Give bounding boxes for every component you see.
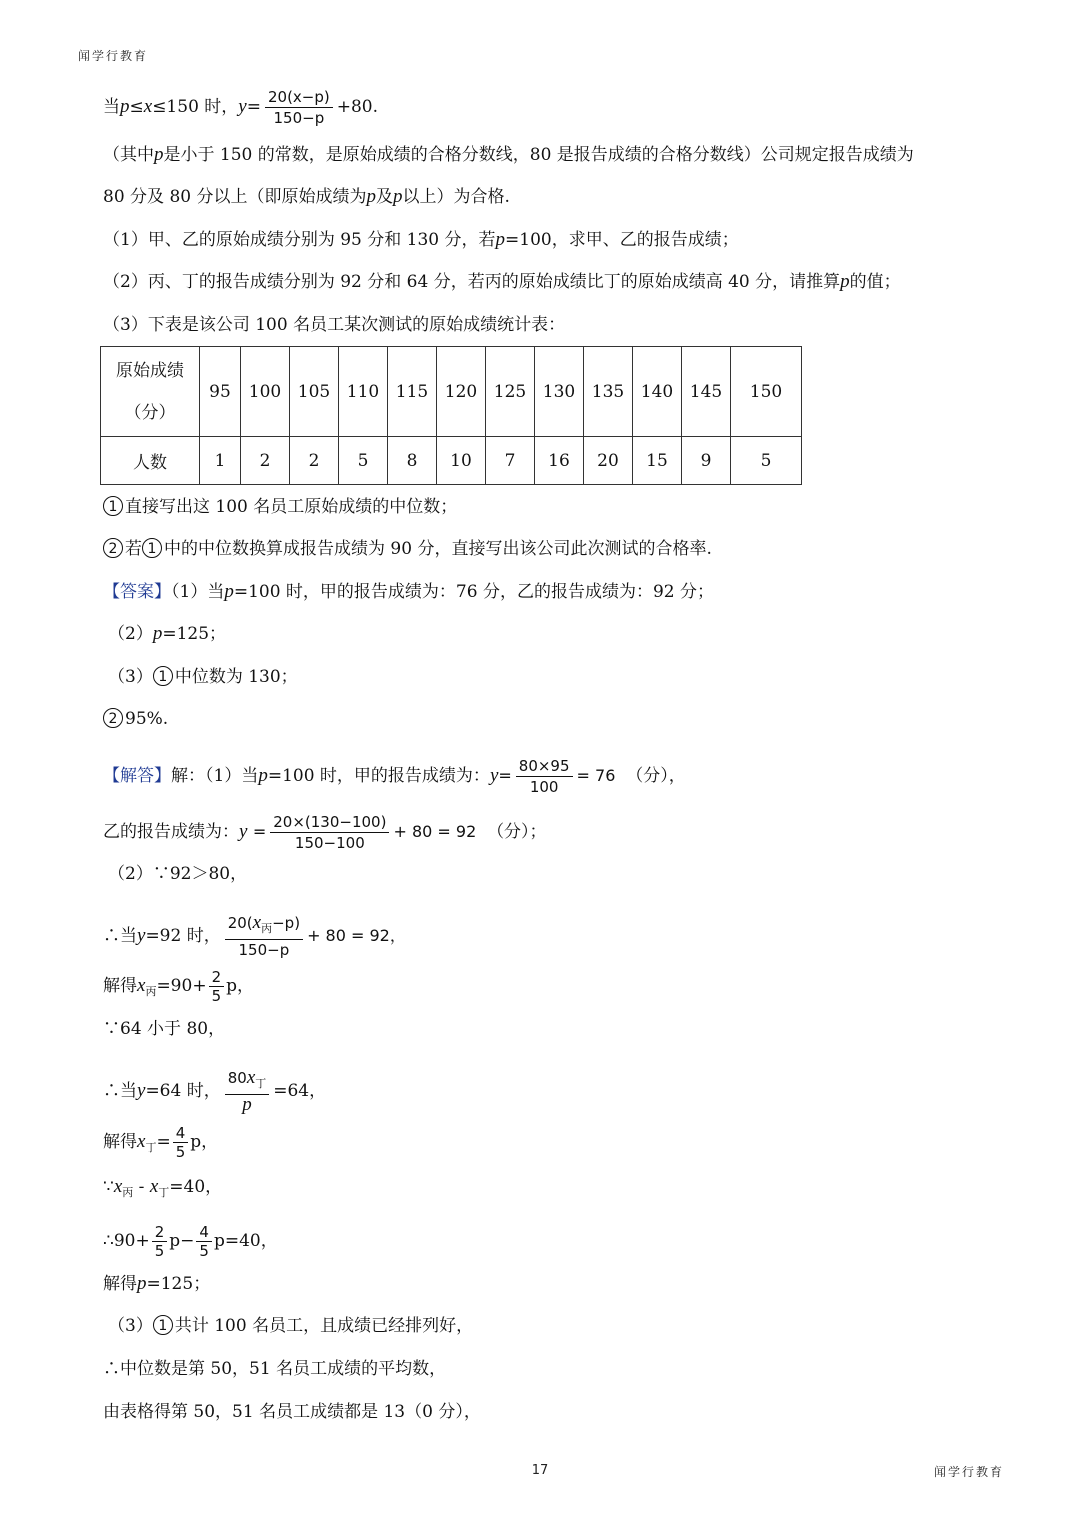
solution-tag: 【解答】 [103,766,171,786]
count-cell: 8 [388,437,437,485]
answer-tag: 【答案】 [103,582,171,602]
score-cell: 95 [200,347,241,437]
table-header-cell: 原始成绩 （分） [101,347,200,437]
circled-one: 1 [142,538,162,558]
question-3: （3）下表是该公司 100 名员工某次测试的原始成绩统计表： [103,315,566,335]
count-cell: 2 [241,437,290,485]
circled-one: 1 [103,496,123,516]
count-cell: 10 [437,437,486,485]
fraction: $\frac{80\times 95}{100}$ [516,757,573,796]
solution-line-6: ∵64 小于 80， [103,1019,226,1039]
fraction: $\frac{20(x-p)}{150-p}$ [265,88,333,127]
table-row-counts [101,437,802,485]
count-cell: 5 [339,437,388,485]
solution-line-2: 乙的报告成绩为：y = $\frac{20\times(130-100)}{150-100}$ + 80 = 92 （分）； [103,813,547,852]
score-cell: 110 [339,347,388,437]
solution-line-10: ∴90+ $\frac{2}{5}$ p− $\frac{4}{5}$ p=40， [103,1223,278,1260]
solution-line-12: （3） 1 共计 100 名员工，且成绩已经排列好， [108,1316,474,1336]
score-cell: 105 [290,347,339,437]
fraction: $\frac{20(x_丙-p)}{150-p}$ [225,914,303,959]
solution-line-8: 解得$x_丁=$ $\frac{4}{5}$ p， [103,1124,219,1161]
score-cell: 115 [388,347,437,437]
score-cell: 130 [535,347,584,437]
score-cell: 125 [486,347,535,437]
score-cell: 150 [731,347,802,437]
score-cell: 100 [241,347,290,437]
table-row-scores [101,347,802,437]
header-brand: 闻学行教育 [78,49,149,63]
answer-line-3: （3） 1 中位数为 130； [108,667,298,687]
count-cell: 15 [633,437,682,485]
circled-one: 1 [153,666,173,686]
fraction: $\frac{20\times(130-100)}{150-100}$ [270,813,389,852]
score-cell: 120 [437,347,486,437]
solution-line-14: 由表格得第 50，51 名员工成绩都是 13（0 分）， [103,1402,481,1422]
answer-line-2: （2）p=125； [108,623,227,644]
answer-line-4: 2 95%. [103,707,168,731]
intro-line-1: （其中p是小于 150 的常数，是原始成绩的合格分数线，80 是报告成绩的合格分数线）公司规定报告成绩为 [103,144,914,165]
circled-one: 1 [153,1315,173,1335]
solution-line-1: 【解答】解：（1）当p=100 时，甲的报告成绩为：y= $\frac{80\times 95}{100}$ = 76 （分）， [103,757,686,796]
count-cell: 7 [486,437,535,485]
circled-two: 2 [103,538,123,558]
subquestion-1: 1 直接写出这 100 名员工原始成绩的中位数； [103,495,457,519]
count-cell: 1 [200,437,241,485]
question-2: （2）丙、丁的报告成绩分别为 92 分和 64 分，若丙的原始成绩比丁的原始成绩高 40 分，请推算p的值； [103,271,901,292]
fraction: $\frac{2}{5}$ [152,1224,168,1259]
circled-two: 2 [103,708,123,728]
subquestion-2: 2 若 1 中的中位数换算成报告成绩为 90 分，直接写出该公司此次测试的合格率. [103,537,712,561]
solution-line-9: $\because x_丙 - x_丁=40$， [103,1176,223,1199]
question-1: （1）甲、乙的原始成绩分别为 95 分和 130 分，若p=100，求甲、乙的报告成绩； [103,229,739,250]
score-cell: 135 [584,347,633,437]
score-table [100,346,802,485]
fraction: $\frac{2}{5}$ [209,969,225,1004]
fraction: $\frac{4}{5}$ [196,1224,212,1259]
score-cell: 145 [682,347,731,437]
formula-line: 当p≤x≤150 时，y= $\frac{20(x-p)}{150-p}$ +80. [103,88,379,127]
count-cell: 16 [535,437,584,485]
footer-brand: 闻学行教育 [933,1465,1004,1479]
count-cell: 20 [584,437,633,485]
fraction: $\frac{4}{5}$ [173,1125,189,1160]
score-cell: 140 [633,347,682,437]
count-cell: 2 [290,437,339,485]
answer-line-1: 【答案】（1）当p=100 时，甲的报告成绩为：76 分，乙的报告成绩为：92 分； [103,581,714,602]
solution-line-13: ∴中位数是第 50，51 名员工成绩的平均数， [103,1359,447,1379]
solution-line-5: 解得$x_丙=90+$ $\frac{2}{5}$ p， [103,968,254,1005]
solution-line-4: ∴当y=92 时， $\frac{20(x_丙-p)}{150-p}$ + 80 = 92， [103,912,406,959]
count-cell: 5 [731,437,802,485]
count-cell: 9 [682,437,731,485]
solution-line-7: ∴当y=64 时， $\frac{80x_丁}{p}$ =64， [103,1067,327,1115]
count-label-cell: 人数 [101,437,200,485]
solution-line-11: 解得p=125； [103,1273,211,1294]
solution-line-3: （2）∵92＞80， [108,864,248,884]
fraction: $\frac{80x_丁}{p}$ [225,1069,270,1114]
intro-line-2: 80 分及 80 分以上（即原始成绩为p及p以上）为合格. [103,186,510,207]
page-number: 17 [531,1463,549,1478]
